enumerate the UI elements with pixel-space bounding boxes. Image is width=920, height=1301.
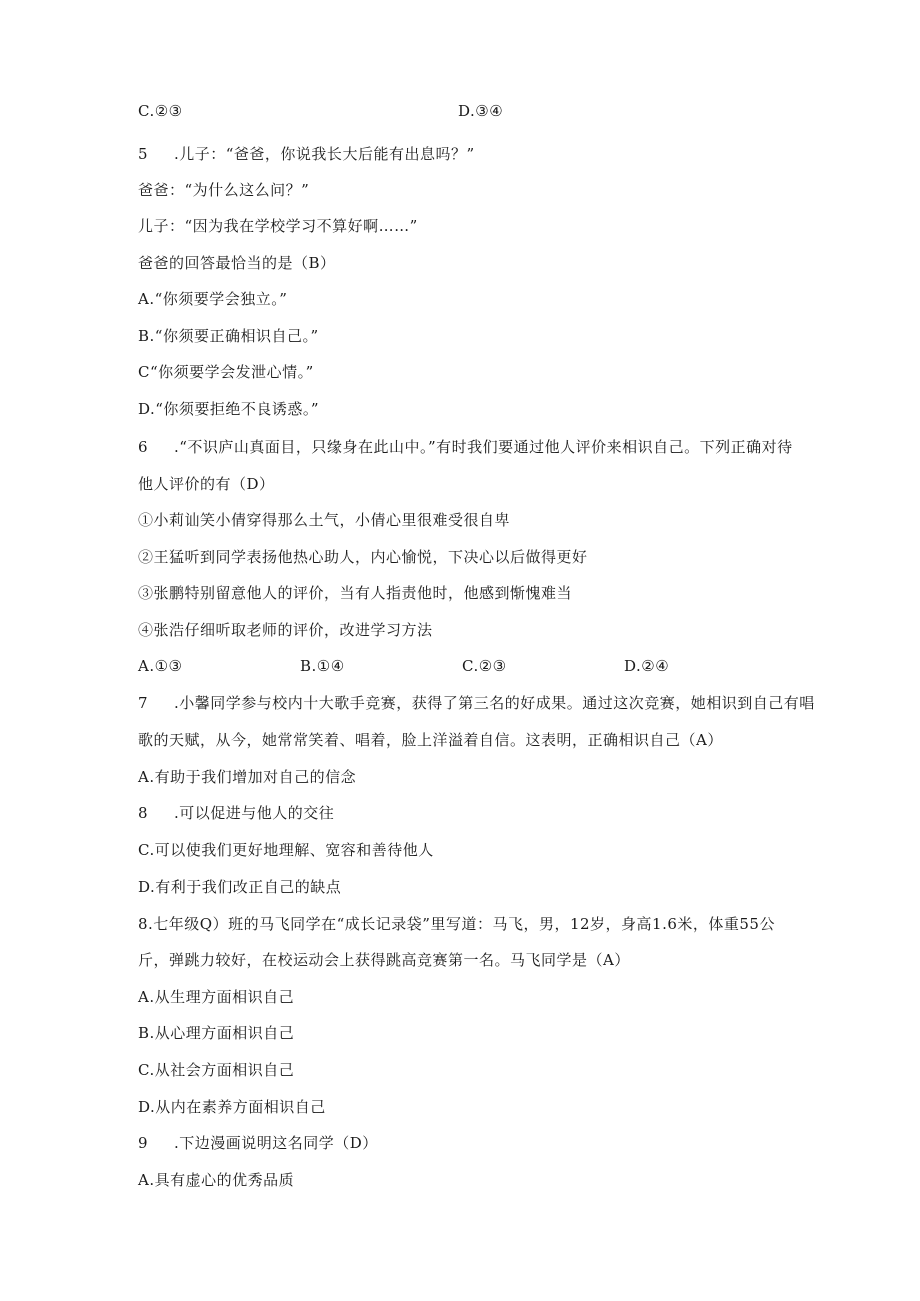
q6-option-a: A.①③ [138, 657, 183, 675]
q5-option-a: A.“你须要学会独立。” [138, 290, 288, 308]
q6-stem-cont: 他人评价的有（D） [138, 475, 275, 493]
q6-stem: 6 .“不识庐山真面目，只缘身在此山中。”有时我们要通过他人评价来相识自己。下列正确对待 [138, 438, 793, 456]
q5-option-b: B.“你须要正确相识自己。” [138, 327, 319, 345]
q8-option-b: B.从心理方面相识自己 [138, 1024, 295, 1042]
q6-option-c: C.②③ [462, 657, 507, 675]
q4-option-c: C.②③ [138, 102, 183, 120]
q5-option-c: C“你须要学会发泄心情。” [138, 363, 314, 381]
q8-option-d: D.从内在素养方面相识自己 [138, 1098, 326, 1116]
q7-option-d: D.有利于我们改正自己的缺点 [138, 878, 342, 896]
q8-stem: 8.七年级Q）班的马飞同学在“成长记录袋”里写道：马飞，男，12岁，身高1.6米，体重55公 [138, 915, 775, 933]
q6-item-3: ③张鹏特别留意他人的评价，当有人指责他时，他感到惭愧难当 [138, 584, 573, 602]
q5-stem: 5 .儿子：“爸爸，你说我长大后能有出息吗？” [138, 145, 475, 163]
option-number: 8 [138, 804, 149, 822]
q7-stem: 7 .小馨同学参与校内十大歌手竞赛，获得了第三名的好成果。通过这次竞赛，她相识到自己有唱 [138, 694, 815, 712]
q4-option-d: D.③④ [458, 102, 504, 120]
q5-dialog-son: 儿子：“因为我在学校学习不算好啊……” [138, 217, 418, 235]
q6-item-4: ④张浩仔细听取老师的评价，改进学习方法 [138, 621, 433, 639]
q6-option-d: D.②④ [624, 657, 670, 675]
question-number: 9 [138, 1134, 149, 1152]
q6-item-1: ①小莉讪笑小倩穿得那么土气，小倩心里很难受很自卑 [138, 511, 511, 529]
q5-dialog-father: 爸爸：“为什么这么问？” [138, 181, 310, 199]
question-number: 7 [138, 694, 149, 712]
q5-option-d: D.“你须要拒绝不良诱惑。” [138, 400, 320, 418]
q8-option-c: C.从社会方面相识自己 [138, 1061, 295, 1079]
question-number: 6 [138, 438, 149, 456]
question-number: 5 [138, 145, 149, 163]
q6-option-b: B.①④ [300, 657, 345, 675]
q7-option-b: 8 .可以促进与他人的交往 [138, 804, 335, 822]
q9-option-a: A.具有虚心的优秀品质 [138, 1171, 295, 1189]
q7-option-c: C.可以使我们更好地理解、宽容和善待他人 [138, 841, 434, 859]
q7-option-a: A.有助于我们增加对自己的信念 [138, 768, 357, 786]
q7-stem-cont: 歌的天赋，从今，她常常笑着、唱着，脸上洋溢着自信。这表明，正确相识自己（A） [138, 731, 723, 749]
q9-stem: 9 .下边漫画说明这名同学（D） [138, 1134, 378, 1152]
q8-option-a: A.从生理方面相识自己 [138, 988, 295, 1006]
q6-item-2: ②王猛听到同学表扬他热心助人，内心愉悦，下决心以后做得更好 [138, 548, 588, 566]
q5-prompt: 爸爸的回答最恰当的是（B） [138, 254, 336, 272]
q8-stem-cont: 斤，弹跳力较好，在校运动会上获得跳高竞赛第一名。马飞同学是（A） [138, 951, 630, 969]
